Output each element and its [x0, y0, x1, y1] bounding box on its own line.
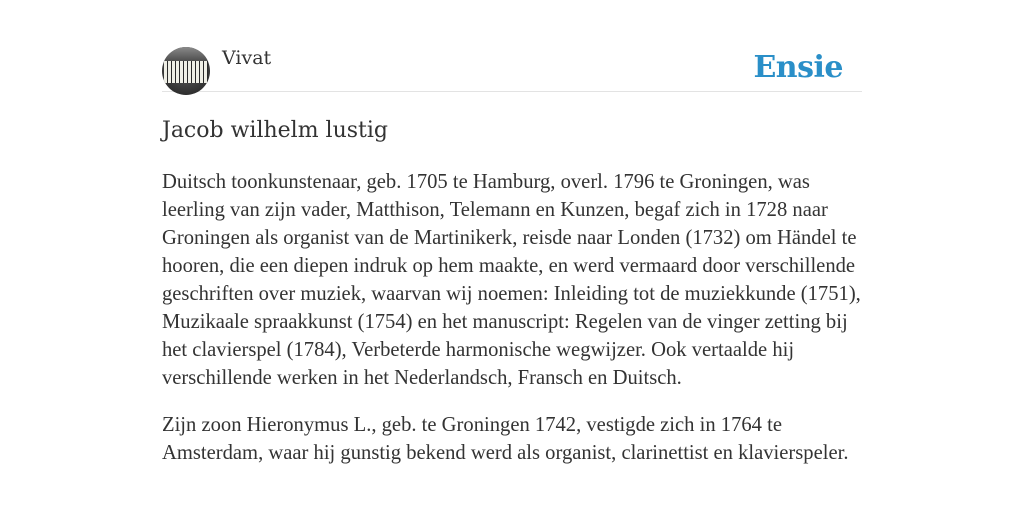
site-header	[162, 0, 862, 92]
article-paragraph-2: Zijn zoon Hieronymus L., geb. te Groningen 1742, vestigde zich in 1764 te Amsterdam, waar hij gunstig bekend werd als organist, clarinettist en klavierspeler.	[162, 414, 849, 464]
piano-keys-icon	[164, 61, 208, 83]
ensie-logo[interactable]: Ensie	[753, 50, 843, 85]
avatar-shade	[162, 47, 210, 62]
article-title: Jacob wilhelm lustig	[162, 118, 389, 143]
piano-keys-avatar[interactable]	[162, 47, 210, 95]
article-body	[162, 168, 862, 486]
site-name[interactable]: Vivat	[222, 47, 272, 69]
article-paragraph-1: Duitsch toonkunstenaar, geb. 1705 te Hamburg, overl. 1796 te Groningen, was leerling van zijn vader, Matthison, Telemann en Kunzen, begaf zich in 1728 naar Groningen als organist van de Martinikerk, reisde naar Londen (1732) om Händel te hooren, die een diepen indruk op hem maakte, en werd vermaard door verschillende geschriften over muziek, waarvan wij noemen: Inleiding tot de muziekkunde (1751), Muzikaale spraakkunst (1754) en het manuscript: Regelen van de vinger zetting bij het clavierspel (1784), Verbeterde harmonische wegwijzer. Ook vertaalde hij verschillende werken in het Nederlandsch, Fransch en Duitsch.	[162, 171, 861, 389]
page	[162, 0, 862, 464]
